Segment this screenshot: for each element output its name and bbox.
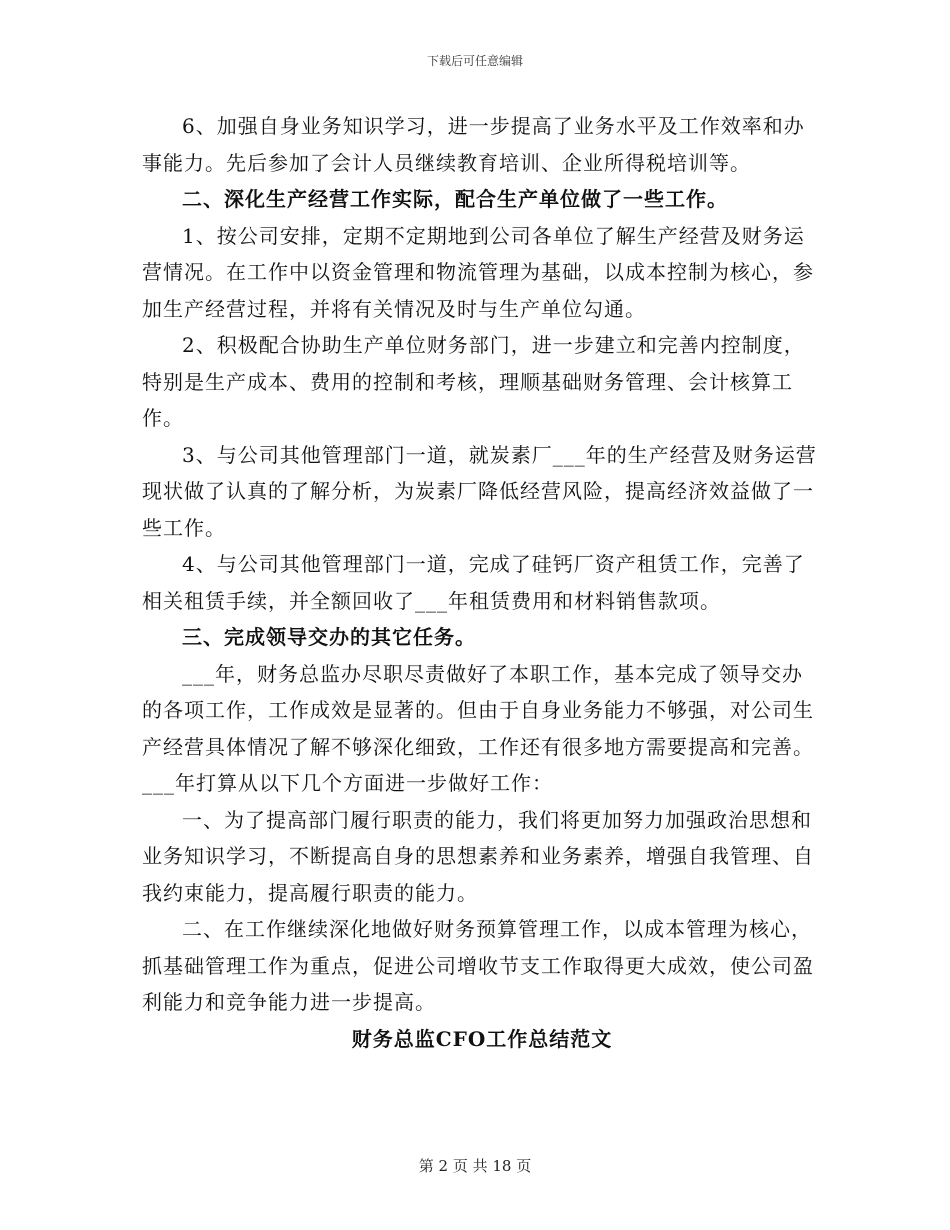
paragraph-plan-1: 一、为了提高部门履行职责的能力，我们将更加努力加强政治思想和业务知识学习，不断提高自身的思想素养和业务素养，增强自我管理、自我约束能力，提高履行职责的能力。: [142, 807, 814, 905]
paragraph-item-6: 6、加强自身业务知识学习，进一步提高了业务水平及工作效率和办事能力。先后参加了会计人员继续教育培训、企业所得税培训等。: [142, 114, 805, 175]
section-heading-2: 二、深化生产经营工作实际，配合生产单位做了一些工作。: [182, 187, 728, 211]
paragraph-item-2: 2、积极配合协助生产单位财务部门，进一步建立和完善内控制度，特别是生产成本、费用的控制和考核，理顺基础财务管理、会计核算工作。: [142, 333, 805, 430]
paragraph-item-4: 4、与公司其他管理部门一道，完成了硅钙厂资产租赁工作，完善了相关租赁手续，并全额回收了___年租赁费用和材料销售款项。: [142, 552, 805, 613]
section-heading-3: 三、完成领导交办的其它任务。: [182, 625, 476, 649]
paragraph-item-1: 1、按公司安排，定期不定期地到公司各单位了解生产经营及财务运营情况。在工作中以资金管理和物流管理为基础，以成本控制为核心，参加生产经营过程，并将有关情况及时与生产单位勾通。: [142, 223, 814, 321]
document-body: [142, 108, 822, 1057]
paragraph-item-3: 3、与公司其他管理部门一道，就炭素厂___年的生产经营及财务运营现状做了认真的了解分析，为炭素厂降低经营风险，提高经济效益做了一些工作。: [142, 442, 817, 540]
paragraph-summary: ___年，财务总监办尽职尽责做好了本职工作，基本完成了领导交办的各项工作，工作成效是显著的。但由于自身业务能力不够强，对公司生产经营具体情况了解不够深化细致，工作还有很多地方需要提高和完善。___年打算从以下几个方面进一步做好工作：: [142, 661, 814, 795]
paragraph-plan-2: 二、在工作继续深化地做好财务预算管理工作，以成本管理为核心，抓基础管理工作为重点，促进公司增收节支工作取得更大成效，使公司盈利能力和竞争能力进一步提高。: [142, 917, 814, 1014]
page-number-footer: 第 2 页 共 18 页: [418, 1157, 532, 1175]
page-header-note: 下载后可任意编辑: [426, 54, 523, 68]
document-title: 财务总监CFO工作总结范文: [351, 1026, 613, 1051]
